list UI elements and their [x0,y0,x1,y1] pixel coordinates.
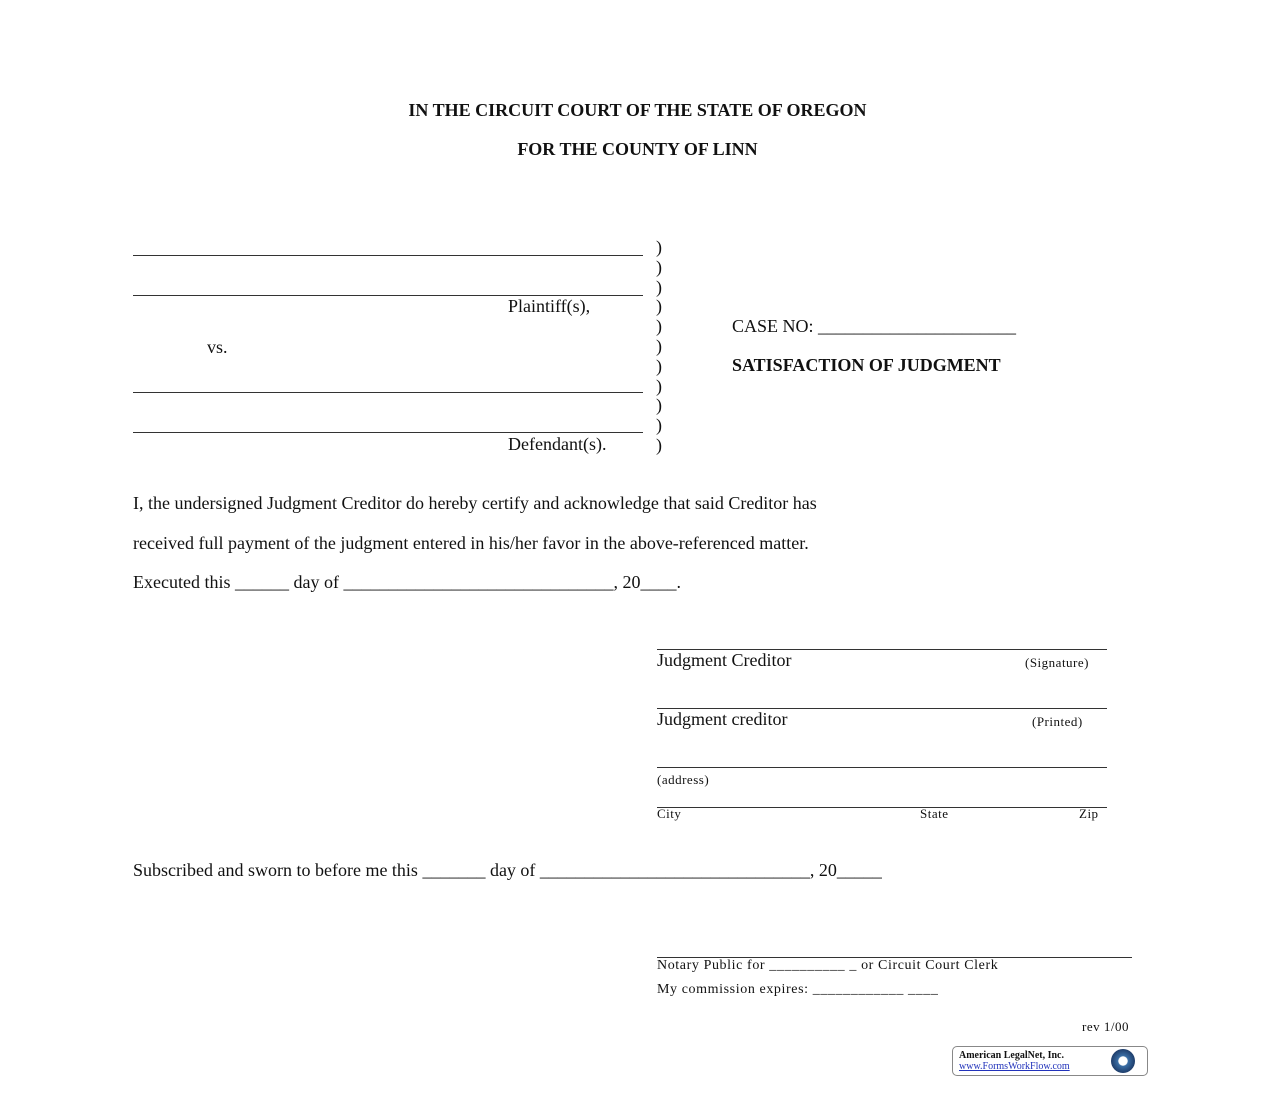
company-name: American LegalNet, Inc. [959,1050,1064,1061]
company-url[interactable]: www.FormsWorkFlow.com [959,1061,1070,1072]
plaintiff-line-1 [133,255,643,256]
plaintiff-label: Plaintiff(s), [508,296,591,316]
defendant-line-1 [133,392,643,393]
caption-paren: ) [656,355,662,376]
commission-expires: My commission expires: ____________ ____ [657,982,939,997]
signature-label: Judgment Creditor [657,650,792,670]
court-heading: IN THE CIRCUIT COURT OF THE STATE OF OREGON [408,100,867,120]
executed-text: Executed this ______ day of ______________________________, 20____. [133,572,681,592]
defendant-line-2 [133,432,643,433]
vs-label: vs. [207,337,228,357]
address-label: (address) [657,772,710,787]
sworn-text: Subscribed and sworn to before me this _______ day of ______________________________, 20_____ [133,860,882,880]
certify-text-1: I, the undersigned Judgment Creditor do hereby certify and acknowledge that said Creditor has [133,493,817,513]
county-heading: FOR THE COUNTY OF LINN [517,139,758,159]
caption-paren: ) [656,375,662,396]
signature-note: (Signature) [1025,655,1089,670]
notary-for: Notary Public for __________ _ or Circuit Court Clerk [657,958,999,973]
caption-paren: ) [656,395,662,416]
zip-label: Zip [1079,806,1099,821]
caption-paren: ) [656,435,662,455]
caption-paren: ) [656,256,662,277]
caption-paren: ) [656,336,662,356]
case-number: CASE NO: ______________________ [732,316,1017,336]
printed-note: (Printed) [1032,714,1083,729]
caption-paren: ) [656,237,662,257]
printed-label: Judgment creditor [657,709,788,729]
caption-paren: ) [656,415,662,436]
legalnet-logo [952,1046,1148,1076]
defendant-label: Defendant(s). [508,434,607,454]
state-label: State [920,806,949,821]
revision: rev 1/00 [1082,1019,1129,1034]
address-line[interactable] [657,767,1107,768]
document-title: SATISFACTION OF JUDGMENT [732,355,1001,375]
city-state-zip-line[interactable] [657,807,1107,808]
certify-text-2: received full payment of the judgment entered in his/her favor in the above-referenced matter. [133,533,809,553]
caption-paren: ) [656,276,662,297]
caption-paren: ) [656,296,662,317]
globe-icon [1111,1049,1135,1073]
city-label: City [657,806,682,821]
caption-paren: ) [656,316,662,337]
